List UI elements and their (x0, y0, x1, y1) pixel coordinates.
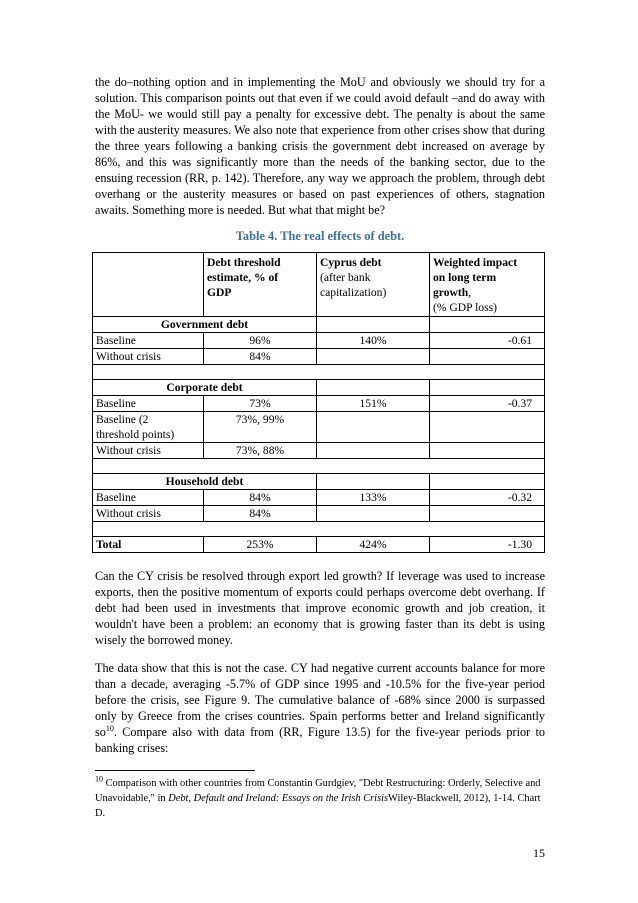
table-row: Without crisis 84% (93, 506, 545, 522)
section-row-government (93, 317, 545, 333)
export-growth-paragraph: Can the CY crisis be resolved through export led growth? If leverage was used to increase exports, then the positive momentum of exports could perhaps overcome debt overhang. If debt had been used in investments that improve economic growth and job creation, it wouldn't have been a problem: an economy that is growing faster than its debt is using wisely the borrowed money. (95, 569, 545, 647)
debt-effects-table (92, 252, 545, 553)
table-row: Baseline (2 threshold points) 73%, 99% (93, 412, 545, 443)
page-number: 15 (533, 846, 545, 860)
table-row: Without crisis 84% (93, 349, 545, 365)
header-threshold: Debt threshold estimate, % of GDP (204, 253, 317, 317)
spacer-row (93, 365, 545, 380)
section-title: Household debt (93, 474, 317, 490)
table-row: Baseline 96% 140% -0.61 (93, 333, 545, 349)
header-empty-cell (93, 253, 204, 317)
table-header-row (93, 253, 545, 317)
header-cyprus-debt: Cyprus debt (after bank capitalization) (317, 253, 430, 317)
spacer-row (93, 459, 545, 474)
table-row: Without crisis 73%, 88% (93, 443, 545, 459)
section-title: Corporate debt (93, 380, 317, 396)
header-weighted-impact: Weighted impact on long term growth, (% GDP loss) (430, 253, 545, 317)
document-page (95, 74, 545, 821)
footnote: $^{10}$ Comparison with other countries from Constantin Gurdgiev, "Debt Restructuring: Orderly, Selective and Unavoidable," in Debt, Default and Ireland: Essays on the Irish CrisisWiley-Blackwell, 2012), 1-14. Chart D. (95, 774, 541, 819)
table-row: Baseline 73% 151% -0.37 (93, 396, 545, 412)
section-title: Government debt (93, 317, 317, 333)
current-account-paragraph: The data show that this is not the case. CY had negative current accounts balance for more than a decade, averaging -5.7% of GDP since 1995 and -10.5% for the five-year period before the crisis, see Figure 9. The cumulative balance of -68% since 2000 is surpassed only by Greece from the crises countries. Spain performs better and Ireland significantly $so^{10}$. Compare also with data from (RR, Figure 13.5) for the five-year periods prior to banking crises: (95, 661, 545, 755)
spacer-row (93, 522, 545, 537)
intro-paragraph: the do–nothing option and in implementing the MoU and obviously we should try for a solution. This comparison points out that even if we could avoid default –and do away with the MoU- we would still pay a penalty for excessive debt. The penalty is about the same with the austerity measures. We also note that experience from other crises show that during the three years following a banking crisis the government debt increased on average by 86%, and this was significantly more than the needs of the banking sector, due to the ensuing recession (RR, p. 142). Therefore, any way we approach the problem, through debt overhang or the austerity measures or based on past experiences of others, stagnation awaits. Something more is needed. But what that might be? (95, 75, 545, 217)
total-row: Total 253% 424% -1.30 (93, 537, 545, 553)
section-row-household (93, 474, 545, 490)
footnote-reference[interactable]: 10 (105, 723, 114, 733)
table-caption: Table 4. The real effects of debt. (235, 229, 405, 243)
section-row-corporate (93, 380, 545, 396)
footnote-divider (95, 770, 255, 771)
table-row: Baseline 84% 133% -0.32 (93, 490, 545, 506)
